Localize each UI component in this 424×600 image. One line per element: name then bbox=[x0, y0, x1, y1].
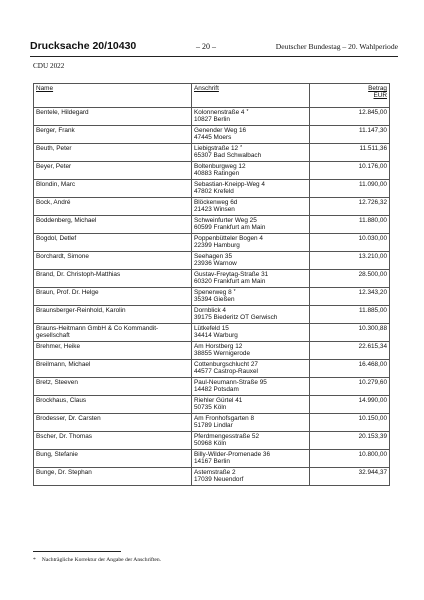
address-street: Sebastian-Kneipp-Weg 4 bbox=[194, 181, 265, 188]
cell-address bbox=[192, 324, 310, 342]
cell-name: Braunsberger-Reinhold, Karolin bbox=[34, 306, 192, 324]
table-header-row bbox=[34, 84, 390, 108]
cell-address bbox=[192, 144, 310, 162]
cell-amount: 10.150,00 bbox=[310, 414, 390, 432]
cell-address bbox=[192, 342, 310, 360]
address-city: 40883 Ratingen bbox=[194, 170, 240, 178]
address-street: Seehagen 35 bbox=[194, 253, 233, 260]
table-row bbox=[34, 162, 390, 180]
correction-mark: * bbox=[240, 145, 243, 151]
cell-amount: 10.300,88 bbox=[310, 324, 390, 342]
address-city: 60320 Frankfurt am Main bbox=[194, 278, 266, 286]
table-row bbox=[34, 414, 390, 432]
address-street: Blöckenweg 6d bbox=[194, 199, 238, 206]
address-street: Paul-Neumann-Straße 95 bbox=[194, 379, 267, 386]
table-row bbox=[34, 450, 390, 468]
address-street: Billy-Wilder-Promenade 36 bbox=[194, 451, 271, 458]
table-row bbox=[34, 324, 390, 342]
cell-name: Beuth, Peter bbox=[34, 144, 192, 162]
section-heading: CDU 2022 bbox=[33, 62, 65, 70]
document-prefix: Drucksache 20/ bbox=[30, 40, 108, 52]
parliament-period: Deutscher Bundestag – 20. Wahlperiode bbox=[275, 42, 398, 51]
cell-amount: 28.500,00 bbox=[310, 270, 390, 288]
cell-amount: 22.615,34 bbox=[310, 342, 390, 360]
cell-address bbox=[192, 126, 310, 144]
page-number: – 20 – bbox=[196, 42, 217, 51]
address-street: Am Horstberg 12 bbox=[194, 343, 243, 350]
cell-amount: 11.090,00 bbox=[310, 180, 390, 198]
cell-address bbox=[192, 414, 310, 432]
table-row bbox=[34, 126, 390, 144]
cell-name: Bung, Stefanie bbox=[34, 450, 192, 468]
address-city: 39175 Biederitz OT Gerwisch bbox=[194, 314, 278, 322]
page-header bbox=[30, 40, 398, 57]
cell-amount: 10.800,00 bbox=[310, 450, 390, 468]
address-city: 14482 Potsdam bbox=[194, 386, 239, 394]
address-city: 50735 Köln bbox=[194, 404, 227, 412]
cell-name: Braun, Prof. Dr. Helge bbox=[34, 288, 192, 306]
cell-name: Brand, Dr. Christoph-Matthias bbox=[34, 270, 192, 288]
address-city: 50968 Köln bbox=[194, 440, 227, 448]
cell-address bbox=[192, 306, 310, 324]
address-city: 51789 Lindlar bbox=[194, 422, 233, 430]
address-street: Pferdmengesstraße 52 bbox=[194, 433, 260, 440]
column-header-address: Anschrift bbox=[192, 84, 310, 108]
table-row bbox=[34, 198, 390, 216]
cell-name: Bretz, Steeven bbox=[34, 378, 192, 396]
cell-address bbox=[192, 108, 310, 126]
cell-address bbox=[192, 198, 310, 216]
address-city: 38855 Wernigerode bbox=[194, 350, 251, 358]
cell-name: Boddenberg, Michael bbox=[34, 216, 192, 234]
table-row bbox=[34, 144, 390, 162]
footnote bbox=[33, 557, 161, 563]
cell-address bbox=[192, 396, 310, 414]
cell-address bbox=[192, 270, 310, 288]
cell-amount: 11.511,36 bbox=[310, 144, 390, 162]
address-street: Spenerweg 8 bbox=[194, 289, 232, 296]
cell-address bbox=[192, 468, 310, 486]
cell-address bbox=[192, 234, 310, 252]
cell-name: Bunge, Dr. Stephan bbox=[34, 468, 192, 486]
cell-amount: 10.279,60 bbox=[310, 378, 390, 396]
cell-name: Berger, Frank bbox=[34, 126, 192, 144]
table-row bbox=[34, 360, 390, 378]
table-row bbox=[34, 432, 390, 450]
cell-name: Borchardt, Simone bbox=[34, 252, 192, 270]
cell-amount: 14.990,00 bbox=[310, 396, 390, 414]
address-street: Schweinfurter Weg 25 bbox=[194, 217, 257, 224]
column-header-amount: Betrag EUR bbox=[310, 84, 390, 108]
cell-name: Brockhaus, Claus bbox=[34, 396, 192, 414]
cell-address bbox=[192, 450, 310, 468]
address-city: 22399 Hamburg bbox=[194, 242, 240, 250]
cell-amount: 12.845,00 bbox=[310, 108, 390, 126]
table-row bbox=[34, 396, 390, 414]
table-body bbox=[34, 108, 390, 486]
cell-name: Brauns-Heitmann GmbH & Co Kommandit-gesellschaft bbox=[34, 324, 192, 342]
cell-address bbox=[192, 360, 310, 378]
address-city: 23936 Warnow bbox=[194, 260, 237, 268]
address-street: Astemstraße 2 bbox=[194, 469, 236, 476]
cell-name: Bscher, Dr. Thomas bbox=[34, 432, 192, 450]
cell-name: Brodesser, Dr. Carsten bbox=[34, 414, 192, 432]
table-row bbox=[34, 216, 390, 234]
cell-amount: 10.176,00 bbox=[310, 162, 390, 180]
address-city: 34414 Warburg bbox=[194, 332, 238, 340]
cell-amount: 11.147,30 bbox=[310, 126, 390, 144]
table-row bbox=[34, 342, 390, 360]
footnote-mark: * bbox=[33, 557, 36, 563]
address-street: Riehler Gürtel 41 bbox=[194, 397, 243, 404]
address-city: 21423 Winsen bbox=[194, 206, 235, 214]
cell-name: Bock, André bbox=[34, 198, 192, 216]
address-street: Am Fronhofsgarten 8 bbox=[194, 415, 255, 422]
cell-amount: 10.030,00 bbox=[310, 234, 390, 252]
correction-mark: * bbox=[246, 109, 249, 115]
address-street: Genender Weg 16 bbox=[194, 127, 247, 134]
address-street: Kolonnenstraße 4 bbox=[194, 109, 245, 116]
address-street: Boltenburgweg 12 bbox=[194, 163, 246, 170]
cell-amount: 16.468,00 bbox=[310, 360, 390, 378]
cell-amount: 11.885,00 bbox=[310, 306, 390, 324]
cell-amount: 12.343,20 bbox=[310, 288, 390, 306]
table-row bbox=[34, 378, 390, 396]
footnote-text: Nachträgliche Korrektur der Angabe der Anschriften. bbox=[41, 557, 162, 563]
address-street: Dornblick 4 bbox=[194, 307, 226, 314]
address-city: 14167 Berlin bbox=[194, 458, 230, 466]
address-street: Poppenbütteler Bogen 4 bbox=[194, 235, 263, 242]
cell-name: Brehmer, Heike bbox=[34, 342, 192, 360]
footnote-divider bbox=[33, 551, 121, 552]
address-street: Lütkefeld 15 bbox=[194, 325, 229, 332]
table-row bbox=[34, 288, 390, 306]
column-header-name: Name bbox=[34, 84, 192, 108]
cell-name: Beyer, Peter bbox=[34, 162, 192, 180]
table-row bbox=[34, 180, 390, 198]
cell-amount: 12.726,32 bbox=[310, 198, 390, 216]
cell-address bbox=[192, 378, 310, 396]
table-row bbox=[34, 468, 390, 486]
cell-amount: 13.210,00 bbox=[310, 252, 390, 270]
document-number: 10430 bbox=[107, 40, 137, 52]
cell-name: Breilmann, Michael bbox=[34, 360, 192, 378]
cell-address bbox=[192, 288, 310, 306]
document-id bbox=[30, 40, 136, 52]
cell-address bbox=[192, 162, 310, 180]
address-city: 47445 Moers bbox=[194, 134, 232, 142]
cell-name: Blondin, Marc bbox=[34, 180, 192, 198]
address-street: Liebigstraße 12 bbox=[194, 145, 239, 152]
table-row bbox=[34, 234, 390, 252]
address-city: 47802 Krefeld bbox=[194, 188, 234, 196]
address-street: Cottenburgschlucht 27 bbox=[194, 361, 258, 368]
table-row bbox=[34, 270, 390, 288]
table-row bbox=[34, 108, 390, 126]
address-street: Gustav-Freytag-Straße 31 bbox=[194, 271, 269, 278]
address-city: 10827 Berlin bbox=[194, 116, 230, 124]
cell-address bbox=[192, 252, 310, 270]
address-city: 65307 Bad Schwalbach bbox=[194, 152, 262, 160]
table-row bbox=[34, 306, 390, 324]
cell-address bbox=[192, 180, 310, 198]
cell-amount: 20.153,39 bbox=[310, 432, 390, 450]
address-city: 17039 Neuendorf bbox=[194, 476, 244, 484]
cell-address bbox=[192, 432, 310, 450]
address-city: 35394 Gießen bbox=[194, 296, 235, 304]
cell-address bbox=[192, 216, 310, 234]
cell-amount: 32.944,37 bbox=[310, 468, 390, 486]
donations-table bbox=[33, 83, 390, 486]
address-city: 44577 Castrop-Rauxel bbox=[194, 368, 258, 376]
correction-mark: * bbox=[233, 289, 236, 295]
cell-amount: 11.880,00 bbox=[310, 216, 390, 234]
table-row bbox=[34, 252, 390, 270]
cell-name: Bogdol, Detlef bbox=[34, 234, 192, 252]
cell-name: Bentele, Hildegard bbox=[34, 108, 192, 126]
address-city: 60599 Frankfurt am Main bbox=[194, 224, 266, 232]
